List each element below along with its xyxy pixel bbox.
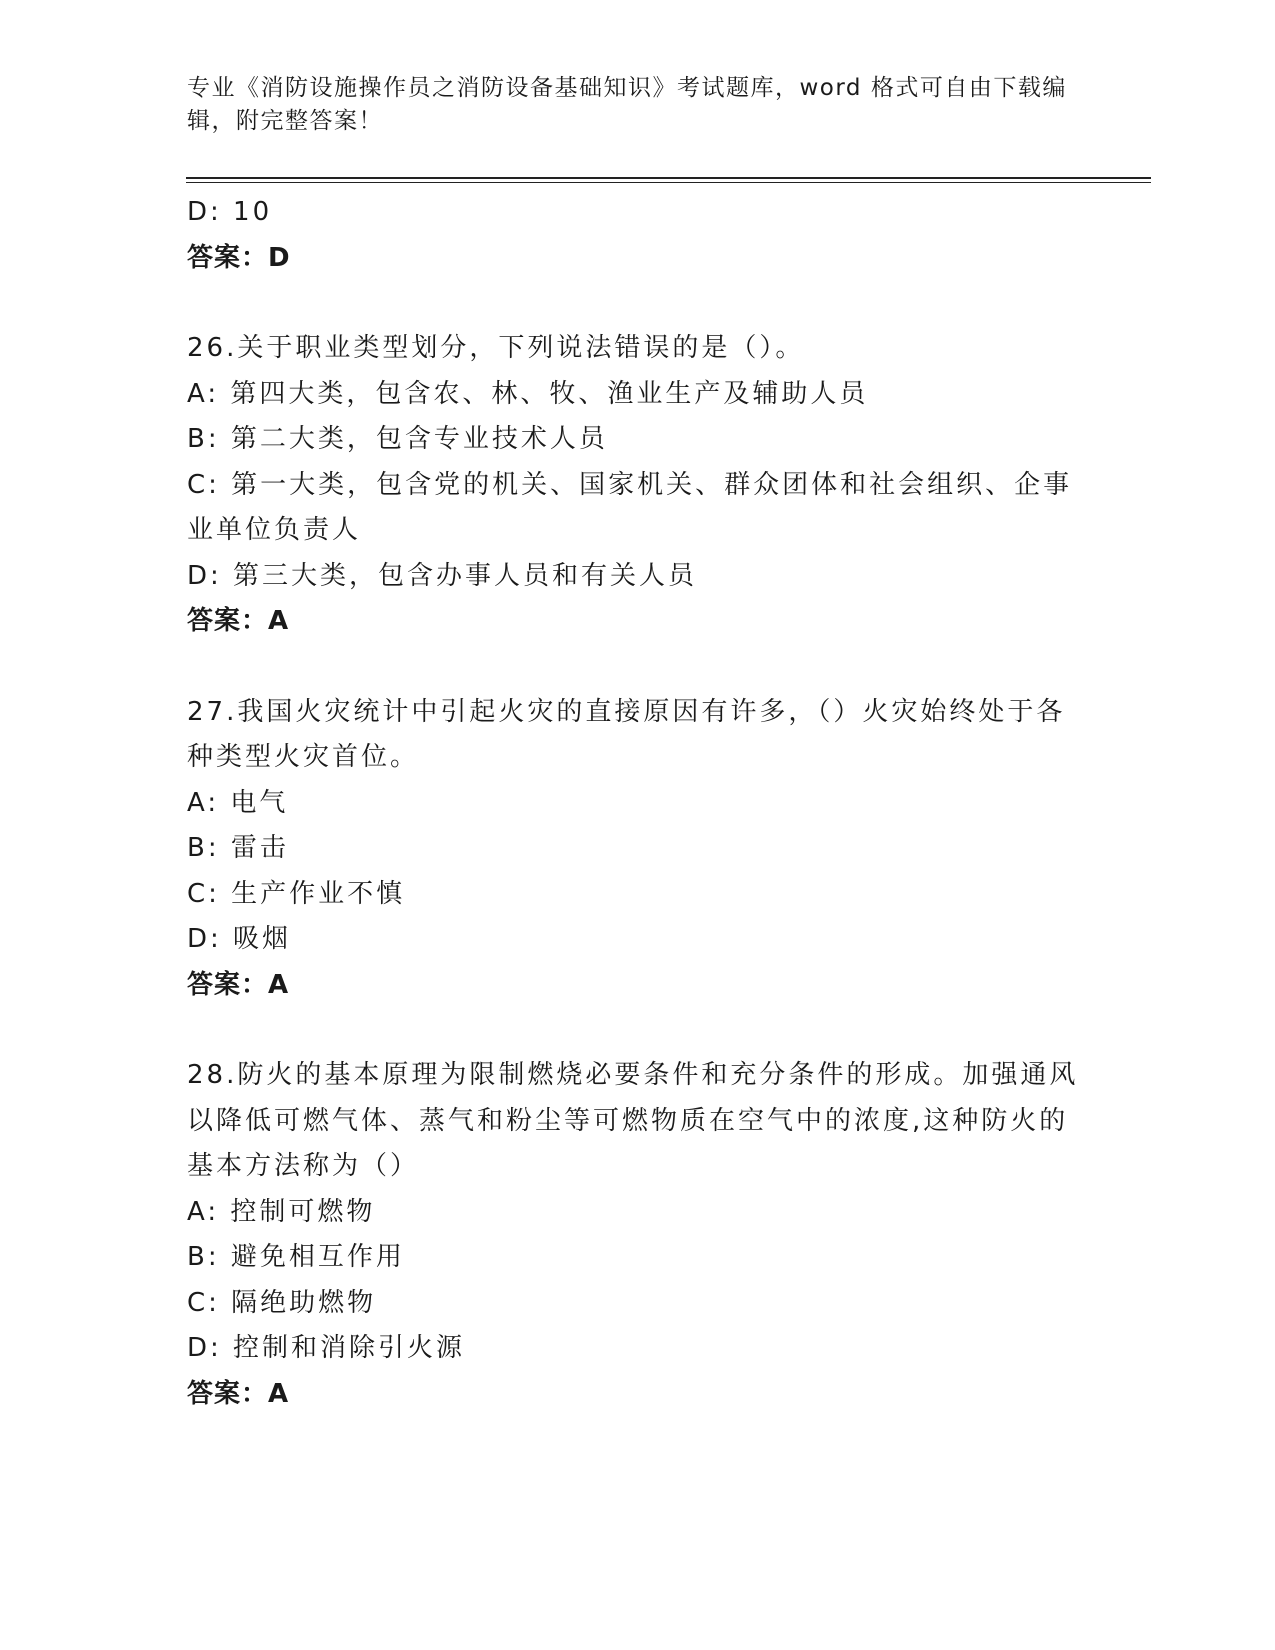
answer-line [187,1372,1087,1418]
option-c: C: 隔绝助燃物 [187,1287,377,1318]
option-a: A: 控制可燃物 [187,1196,376,1227]
option-a: A: 第四大类，包含农、林、牧、渔业生产及辅助人员 [187,378,869,409]
option-d: D: 第三大类，包含办事人员和有关人员 [187,560,698,591]
option-c: C: 生产作业不慎 [187,878,406,909]
answer-label: 答案： [187,606,269,636]
option-d: D: 控制和消除引火源 [187,1333,466,1363]
question-list [187,190,1087,1417]
answer-line [187,599,1087,645]
answer-value: A [268,1378,290,1409]
header-divider-thick [186,177,1151,179]
question-item [187,1053,1087,1417]
option-a: A: 电气 [187,787,289,818]
question-stem: 28.防火的基本原理为限制燃烧必要条件和充分条件的形成。加强通风以降低可燃气体、蒸气和粉尘等可燃物质在空气中的浓度,这种防火的基本方法称为（） [187,1060,1079,1181]
option-c: C: 第一大类，包含党的机关、国家机关、群众团体和社会组织、企事业单位负责人 [187,469,1073,545]
answer-value: A [268,969,290,1000]
question-item [187,326,1087,645]
question-item [187,690,1087,1009]
answer-line [187,963,1087,1009]
question-stem: 26.关于职业类型划分，下列说法错误的是（）。 [187,333,805,363]
answer-label: 答案： [187,1378,269,1409]
question-spacer [187,1008,1087,1053]
question-spacer [187,645,1087,690]
option-b: B: 第二大类，包含专业技术人员 [187,424,608,454]
answer-value: A [268,606,290,636]
answer-line [187,236,1087,282]
answer-label: 答案： [187,969,269,1000]
option-b: B: 避免相互作用 [187,1242,405,1272]
answer-label: 答案： [187,242,269,273]
option-b: B: 雷击 [187,833,289,863]
header-divider-thin [186,182,1151,183]
option-d: D: 吸烟 [187,924,292,954]
question-stem: 27.我国火灾统计中引起火灾的直接原因有许多，（）火灾始终处于各种类型火灾首位。 [187,696,1066,772]
question-spacer [187,281,1087,326]
option-d: D: 10 [187,197,273,227]
answer-value: D [268,242,291,273]
document-header: 专业《消防设施操作员之消防设备基础知识》考试题库，word 格式可自由下载编辑，附完整答案！ [187,75,1067,134]
